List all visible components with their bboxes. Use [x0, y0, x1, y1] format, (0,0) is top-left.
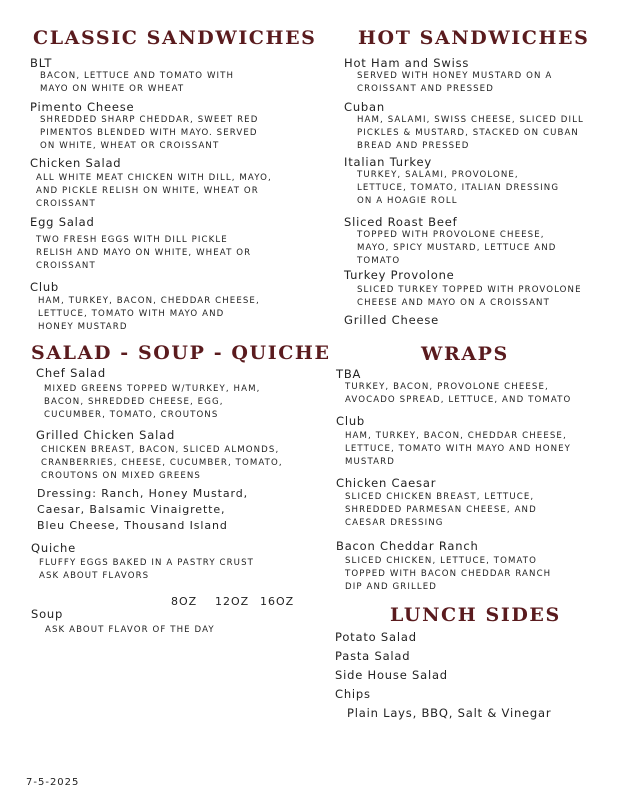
chips-flavors: Plain Lays, BBQ, Salt & Vinegar	[347, 706, 552, 720]
size-option: 12OZ	[215, 595, 250, 608]
menu-item-name: Turkey Provolone	[344, 268, 455, 282]
dressing-options: Dressing: Ranch, Honey Mustard, Caesar, Balsamic Vinaigrette, Bleu Cheese, Thousand Island	[37, 487, 249, 532]
menu-item-name: Chicken Salad	[30, 156, 122, 170]
salad-soup-quiche-heading: SALAD - SOUP - QUICHE	[31, 342, 331, 364]
menu-item-description: CHICKEN BREAST, BACON, SLICED ALMONDS, CRANBERRIES, CHEESE, CUCUMBER, TOMATO, CROUTONS ON MIXED GREENS	[41, 445, 283, 481]
menu-item-description: BACON, LETTUCE AND TOMATO WITH MAYO ON WHITE OR WHEAT	[40, 71, 235, 94]
menu-item-name: Egg Salad	[30, 215, 95, 229]
classic-sandwiches-heading: CLASSIC SANDWICHES	[33, 27, 317, 49]
menu-item-description: TURKEY, SALAMI, PROVOLONE, LETTUCE, TOMATO, ITALIAN DRESSING ON A HOAGIE ROLL	[357, 170, 560, 206]
menu-item-name: Grilled Chicken Salad	[36, 428, 176, 442]
side-item: Side House Salad	[335, 668, 448, 682]
menu-item-name: Sliced Roast Beef	[344, 215, 458, 229]
menu-item-name: Pimento Cheese	[30, 100, 135, 114]
menu-item-name: TBA	[336, 367, 362, 381]
menu-item-description: FLUFFY EGGS BAKED IN A PASTRY CRUST ASK ABOUT FLAVORS	[39, 558, 254, 581]
menu-item-name: Bacon Cheddar Ranch	[336, 539, 479, 553]
wraps-heading: WRAPS	[421, 343, 509, 365]
menu-item-name: BLT	[30, 56, 53, 70]
menu-date: 7-5-2025	[26, 777, 80, 788]
menu-item-description: ALL WHITE MEAT CHICKEN WITH DILL, MAYO, AND PICKLE RELISH ON WHITE, WHEAT OR CROISSANT	[36, 173, 272, 209]
menu-item-name: Hot Ham and Swiss	[344, 56, 470, 70]
menu-item-description: TURKEY, BACON, PROVOLONE CHEESE, AVOCADO SPREAD, LETTUCE, AND TOMATO	[345, 382, 572, 405]
menu-item-name: Cuban	[344, 100, 385, 114]
menu-item-description: SLICED CHICKEN BREAST, LETTUCE, SHREDDED PARMESAN CHEESE, AND CAESAR DRESSING	[345, 492, 537, 528]
menu-item-name: Chicken Caesar	[336, 476, 437, 490]
menu-item-name: Soup	[31, 607, 64, 621]
menu-item-name: Grilled Cheese	[344, 313, 439, 327]
menu-item-name: Chef Salad	[36, 366, 106, 380]
menu-item-name: Club	[30, 280, 60, 294]
menu-item-description: TWO FRESH EGGS WITH DILL PICKLE RELISH AND MAYO ON WHITE, WHEAT OR CROISSANT	[36, 235, 252, 271]
lunch-sides-heading: LUNCH SIDES	[390, 604, 561, 626]
side-item: Potato Salad	[335, 630, 417, 644]
side-item: Pasta Salad	[335, 649, 411, 663]
side-item: Chips	[335, 687, 371, 701]
menu-item-description: SLICED TURKEY TOPPED WITH PROVOLONE CHEESE AND MAYO ON A CROISSANT	[357, 285, 582, 308]
hot-sandwiches-heading: HOT SANDWICHES	[358, 27, 590, 49]
menu-item-description: SHREDDED SHARP CHEDDAR, SWEET RED PIMENTOS BLENDED WITH MAYO. SERVED ON WHITE, WHEAT OR CROISSANT	[40, 115, 259, 151]
menu-item-description: MIXED GREENS TOPPED W/TURKEY, HAM, BACON, SHREDDED CHEESE, EGG, CUCUMBER, TOMATO, CROUTONS	[44, 384, 261, 420]
menu-item-description: HAM, SALAMI, SWISS CHEESE, SLICED DILL PICKLES & MUSTARD, STACKED ON CUBAN BREAD AND PRESSED	[357, 115, 584, 151]
menu-item-name: Quiche	[31, 541, 77, 555]
menu-item-description: ASK ABOUT FLAVOR OF THE DAY	[45, 625, 215, 635]
menu-item-description: HAM, TURKEY, BACON, CHEDDAR CHEESE, LETTUCE, TOMATO WITH MAYO AND HONEY MUSTARD	[38, 296, 260, 332]
size-option: 16OZ	[260, 595, 295, 608]
menu-item-name: Italian Turkey	[344, 155, 432, 169]
size-option: 8OZ	[171, 595, 198, 608]
menu-item-name: Club	[336, 414, 366, 428]
menu-item-description: SLICED CHICKEN, LETTUCE, TOMATO TOPPED WITH BACON CHEDDAR RANCH DIP AND GRILLED	[345, 556, 552, 592]
menu-item-description: SERVED WITH HONEY MUSTARD ON A CROISSANT AND PRESSED	[357, 71, 553, 94]
menu-item-description: HAM, TURKEY, BACON, CHEDDAR CHEESE, LETTUCE, TOMATO WITH MAYO AND HONEY MUSTARD	[345, 431, 571, 467]
menu-item-description: TOPPED WITH PROVOLONE CHEESE, MAYO, SPICY MUSTARD, LETTUCE AND TOMATO	[357, 230, 557, 266]
